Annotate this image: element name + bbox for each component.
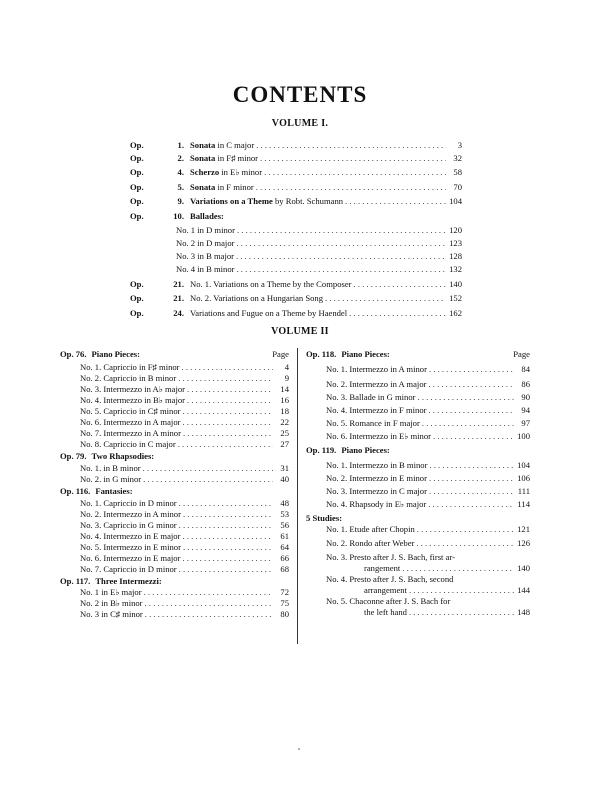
section-title: 5 Studies: xyxy=(306,513,343,523)
entry-form: Sonata xyxy=(190,182,216,192)
leader-dots xyxy=(429,486,514,497)
leader-dots xyxy=(345,196,446,207)
page-number: 22 xyxy=(280,417,289,427)
leader-dots xyxy=(236,251,446,262)
piece-title: No. 7. Capriccio in D minor xyxy=(80,564,177,574)
page-number: 70 xyxy=(453,182,462,192)
page-number: 80 xyxy=(280,609,289,619)
page-number: 111 xyxy=(517,486,530,496)
piece-title: No. 2. in G minor xyxy=(80,474,142,484)
piece-title: No. 2. Intermezzo in E minor xyxy=(326,473,427,483)
leader-dots xyxy=(429,473,514,484)
piece-entry xyxy=(80,553,289,564)
volume-1-heading: VOLUME I. xyxy=(271,118,329,129)
page-number: 126 xyxy=(517,538,530,548)
opus-number: 4. xyxy=(177,167,184,177)
leader-dots xyxy=(256,140,446,151)
leader-dots xyxy=(179,564,273,575)
volume-1-entry xyxy=(130,211,462,222)
piece-title: No. 6. Intermezzo in A major xyxy=(80,417,181,427)
page-number: 114 xyxy=(517,499,530,509)
piece-entry xyxy=(326,418,530,429)
page-number: 66 xyxy=(280,553,289,563)
volume-1-entry xyxy=(130,153,462,164)
leader-dots xyxy=(145,598,273,609)
section-title: Piano Pieces: xyxy=(341,445,390,455)
opus-number: 2. xyxy=(177,153,184,163)
piece-entry-continued xyxy=(364,563,530,574)
page-number: 97 xyxy=(521,418,530,428)
page-number: 104 xyxy=(517,460,530,470)
piece-title: No. 5. Romance in F major xyxy=(326,418,420,428)
piece-title: No. 1. Etude after Chopin xyxy=(326,524,415,534)
piece-title: No. 4. Presto after J. S. Bach, second xyxy=(326,574,454,584)
page-number: 120 xyxy=(449,225,462,235)
opus-label: Op. xyxy=(130,279,144,289)
entry-form: Scherzo xyxy=(190,167,220,177)
page-number: 61 xyxy=(280,531,289,541)
leader-dots xyxy=(428,499,514,510)
leader-dots xyxy=(237,264,447,275)
entry-detail: in F♯ minor xyxy=(215,153,259,163)
piece-title: No. 1. Capriccio in D minor xyxy=(80,498,177,508)
page-number: 123 xyxy=(449,238,462,248)
piece-entry xyxy=(326,392,530,403)
opus-number: 1. xyxy=(177,140,184,150)
piece-title: No. 5. Chaconne after J. S. Bach for xyxy=(326,596,451,606)
leader-dots xyxy=(429,364,514,375)
piece-entry xyxy=(326,379,530,390)
section-title: Piano Pieces: xyxy=(91,349,140,359)
page-number: 86 xyxy=(521,379,530,389)
leader-dots xyxy=(418,392,514,403)
opus-label: Op. 116. xyxy=(60,486,91,496)
piece-title: No. 2. Intermezzo in A minor xyxy=(80,509,181,519)
page-number: 40 xyxy=(280,474,289,484)
page-number: 94 xyxy=(521,405,530,415)
piece-title: No. 5. Intermezzo in E minor xyxy=(80,542,181,552)
leader-dots xyxy=(183,406,274,417)
piece-title: No. 1. in B minor xyxy=(80,463,141,473)
leader-dots xyxy=(236,238,446,249)
leader-dots xyxy=(182,531,273,542)
section-title: Three Intermezzi: xyxy=(95,576,162,586)
page-title: CONTENTS xyxy=(232,82,368,107)
piece-title: No. 1. Intermezzo in A minor xyxy=(326,364,427,374)
opus-label: Op. xyxy=(130,293,144,303)
page-number: 121 xyxy=(517,524,530,534)
piece-entry xyxy=(80,520,289,531)
entry-title xyxy=(190,293,323,304)
page-number: 27 xyxy=(280,439,289,449)
leader-dots xyxy=(179,498,273,509)
entry-title xyxy=(190,279,352,290)
piece-entry xyxy=(80,373,289,384)
section-heading xyxy=(60,349,289,360)
leader-dots xyxy=(182,553,273,564)
opus-number: 5. xyxy=(177,182,184,192)
piece-title: No. 8. Capriccio in C major xyxy=(80,439,176,449)
opus-label: Op. 76. xyxy=(60,349,87,359)
piece-entry xyxy=(326,364,530,375)
page-number: 14 xyxy=(280,384,289,394)
volume-1-entry xyxy=(130,196,462,207)
opus-label: Op. 117. xyxy=(60,576,91,586)
page-number: 106 xyxy=(517,473,530,483)
page-column-label: Page xyxy=(513,349,530,359)
page-number: 152 xyxy=(449,293,462,303)
piece-entry xyxy=(80,564,289,575)
entry-title: No. 4 in B minor xyxy=(176,264,235,274)
entry-title: No. 2 in D major xyxy=(176,238,235,248)
entry-detail: No. 2. Variations on a Hungarian Song xyxy=(190,293,324,303)
piece-entry xyxy=(80,509,289,520)
leader-dots xyxy=(402,563,514,574)
volume-1-entry xyxy=(176,264,462,275)
opus-label: Op. xyxy=(130,167,144,177)
opus-number: 10. xyxy=(173,211,184,221)
leader-dots xyxy=(428,405,514,416)
leader-dots xyxy=(144,587,273,598)
page-number: 75 xyxy=(280,598,289,608)
page-number: 16 xyxy=(280,395,289,405)
piece-title: No. 3. Intermezzo in A♭ major xyxy=(80,384,186,394)
leader-dots xyxy=(237,225,446,236)
volume-1-entry xyxy=(130,182,462,193)
opus-label: Op. 118. xyxy=(306,349,337,359)
page-number: 90 xyxy=(521,392,530,402)
piece-title: No. 4. Intermezzo in E major xyxy=(80,531,181,541)
piece-entry xyxy=(80,384,289,395)
page-number: 31 xyxy=(280,463,289,473)
leader-dots xyxy=(433,431,514,442)
piece-entry xyxy=(80,406,289,417)
opus-label: Op. xyxy=(130,196,144,206)
piece-entry xyxy=(326,552,530,563)
piece-entry xyxy=(326,486,530,497)
section-heading xyxy=(60,451,289,462)
piece-entry xyxy=(80,598,289,609)
page-number: 4 xyxy=(284,362,289,372)
piece-entry xyxy=(80,587,289,598)
leader-dots xyxy=(182,417,273,428)
page-number: 56 xyxy=(280,520,289,530)
piece-entry xyxy=(326,405,530,416)
page-number: 53 xyxy=(280,509,289,519)
leader-dots xyxy=(264,167,446,178)
piece-title: No. 6. Intermezzo in E major xyxy=(80,553,181,563)
page-number: 104 xyxy=(449,196,462,206)
section-title: Piano Pieces: xyxy=(341,349,390,359)
page-number: 144 xyxy=(517,585,530,595)
entry-title xyxy=(190,182,254,193)
piece-title: No. 2. Intermezzo in A major xyxy=(326,379,427,389)
page-number: 9 xyxy=(284,373,289,383)
entry-title xyxy=(190,211,224,222)
leader-dots xyxy=(187,395,273,406)
entry-detail: in C major xyxy=(215,140,255,150)
opus-label: Op. xyxy=(130,182,144,192)
piece-title: No. 4. Intermezzo in F minor xyxy=(326,405,427,415)
piece-entry xyxy=(326,460,530,471)
piece-entry xyxy=(80,474,289,485)
leader-dots xyxy=(428,379,514,390)
leader-dots xyxy=(260,153,446,164)
entry-title: No. 1 in D minor xyxy=(176,225,235,235)
opus-label: Op. xyxy=(130,211,144,221)
section-heading xyxy=(306,445,530,456)
piece-entry xyxy=(326,524,530,535)
piece-title: No. 1. Intermezzo in B minor xyxy=(326,460,428,470)
volume-1-entry xyxy=(130,293,462,304)
piece-title-continued: rangement xyxy=(364,563,401,573)
entry-title xyxy=(190,196,343,207)
piece-entry xyxy=(80,417,289,428)
piece-entry xyxy=(80,542,289,553)
opus-label: Op. xyxy=(130,140,144,150)
entry-detail: in F minor xyxy=(215,182,254,192)
piece-entry xyxy=(326,538,530,549)
volume-1-entry xyxy=(176,238,462,249)
opus-label: Op. 119. xyxy=(306,445,337,455)
volume-1-entry xyxy=(130,140,462,151)
piece-title: No. 2. Rondo after Weber xyxy=(326,538,415,548)
opus-number: 21. xyxy=(173,293,184,303)
piece-entry xyxy=(326,574,530,585)
opus-number: 24. xyxy=(173,308,184,318)
leader-dots xyxy=(422,418,514,429)
volume-1-entry xyxy=(130,279,462,290)
page-number: 72 xyxy=(280,587,289,597)
opus-label: Op. xyxy=(130,153,144,163)
entry-form: Sonata xyxy=(190,153,216,163)
leader-dots xyxy=(183,509,273,520)
piece-title: No. 5. Capriccio in C♯ minor xyxy=(80,406,181,416)
page-number: 84 xyxy=(521,364,530,374)
page-number: 32 xyxy=(453,153,462,163)
section-heading xyxy=(306,349,530,360)
leader-dots xyxy=(409,585,514,596)
column-divider xyxy=(297,348,298,644)
piece-title: No. 3. Presto after J. S. Bach, first ar- xyxy=(326,552,455,562)
leader-dots xyxy=(187,384,273,395)
leader-dots xyxy=(183,428,273,439)
leader-dots xyxy=(349,308,446,319)
volume-2-heading: VOLUME II xyxy=(271,326,329,337)
page-number: 48 xyxy=(280,498,289,508)
volume-1-entry xyxy=(130,167,462,178)
leader-dots xyxy=(143,474,273,485)
volume-1-entry xyxy=(130,308,462,319)
piece-title: No. 4. Intermezzo in B♭ major xyxy=(80,395,186,405)
piece-title: No. 1 in E♭ major xyxy=(80,587,142,597)
entry-form: Sonata xyxy=(190,140,216,150)
piece-title-continued: arrangement xyxy=(364,585,407,595)
piece-title: No. 3. Capriccio in G minor xyxy=(80,520,177,530)
piece-title: No. 1. Capriccio in F♯ minor xyxy=(80,362,180,372)
piece-title: No. 3. Intermezzo in C major xyxy=(326,486,427,496)
entry-form: Variations on a Theme xyxy=(190,196,273,206)
page-number: 3 xyxy=(457,140,462,150)
page-number: 18 xyxy=(280,406,289,416)
entry-detail: by Robt. Schumann xyxy=(272,196,344,206)
section-title: Two Rhapsodies: xyxy=(91,451,155,461)
page-column-label: Page xyxy=(272,349,289,359)
piece-entry xyxy=(326,473,530,484)
volume-1-entry xyxy=(176,225,462,236)
page-number: 140 xyxy=(449,279,462,289)
leader-dots xyxy=(429,460,514,471)
piece-title: No. 3 in C♯ minor xyxy=(80,609,143,619)
piece-entry xyxy=(80,609,289,620)
piece-entry-continued xyxy=(364,607,530,618)
leader-dots xyxy=(325,293,446,304)
section-heading xyxy=(60,576,289,587)
piece-entry xyxy=(80,395,289,406)
entry-title xyxy=(190,140,254,151)
leader-dots xyxy=(178,373,273,384)
page-number: 132 xyxy=(449,264,462,274)
leader-dots xyxy=(179,520,273,531)
leader-dots xyxy=(416,538,514,549)
piece-entry xyxy=(80,498,289,509)
page-speck xyxy=(298,748,300,750)
entry-detail: No. 1. Variations on a Theme by the Composer xyxy=(190,279,352,289)
piece-title: No. 6. Intermezzo in E♭ minor xyxy=(326,431,432,441)
section-title: Fantasies: xyxy=(95,486,133,496)
opus-number: 9. xyxy=(177,196,184,206)
entry-detail: Variations and Fugue on a Theme by Haendel xyxy=(190,308,348,318)
page-number: 140 xyxy=(517,563,530,573)
piece-title: No. 2. Capriccio in B minor xyxy=(80,373,177,383)
page-number: 128 xyxy=(449,251,462,261)
section-heading xyxy=(306,513,530,524)
entry-title xyxy=(190,167,262,178)
piece-entry xyxy=(80,463,289,474)
leader-dots xyxy=(256,182,446,193)
piece-entry xyxy=(80,428,289,439)
piece-title: No. 3. Ballade in G minor xyxy=(326,392,416,402)
piece-entry xyxy=(80,362,289,373)
leader-dots xyxy=(354,279,446,290)
piece-entry xyxy=(326,596,530,607)
leader-dots xyxy=(409,607,514,618)
piece-entry-continued xyxy=(364,585,530,596)
opus-number: 21. xyxy=(173,279,184,289)
page-number: 25 xyxy=(280,428,289,438)
leader-dots xyxy=(145,609,273,620)
opus-label: Op. 79. xyxy=(60,451,87,461)
leader-dots xyxy=(143,463,273,474)
entry-title xyxy=(190,308,347,319)
entry-form: Ballades: xyxy=(190,211,224,221)
page-number: 64 xyxy=(280,542,289,552)
piece-entry xyxy=(326,431,530,442)
piece-title: No. 7. Intermezzo in A minor xyxy=(80,428,181,438)
page-number: 68 xyxy=(280,564,289,574)
entry-title xyxy=(190,153,258,164)
opus-label: Op. xyxy=(130,308,144,318)
page-number: 162 xyxy=(449,308,462,318)
leader-dots xyxy=(178,439,273,450)
page-number: 58 xyxy=(453,167,462,177)
piece-title: No. 4. Rhapsody in E♭ major xyxy=(326,499,427,509)
leader-dots xyxy=(183,542,273,553)
piece-entry xyxy=(80,531,289,542)
piece-title-continued: the left hand xyxy=(364,607,407,617)
piece-entry xyxy=(326,499,530,510)
entry-detail: in E♭ minor xyxy=(219,167,263,177)
volume-1-entry xyxy=(176,251,462,262)
leader-dots xyxy=(417,524,514,535)
piece-entry xyxy=(80,439,289,450)
piece-title: No. 2 in B♭ minor xyxy=(80,598,143,608)
section-heading xyxy=(60,486,289,497)
page-number: 148 xyxy=(517,607,530,617)
entry-title: No. 3 in B major xyxy=(176,251,235,261)
page-number: 100 xyxy=(517,431,530,441)
leader-dots xyxy=(182,362,273,373)
